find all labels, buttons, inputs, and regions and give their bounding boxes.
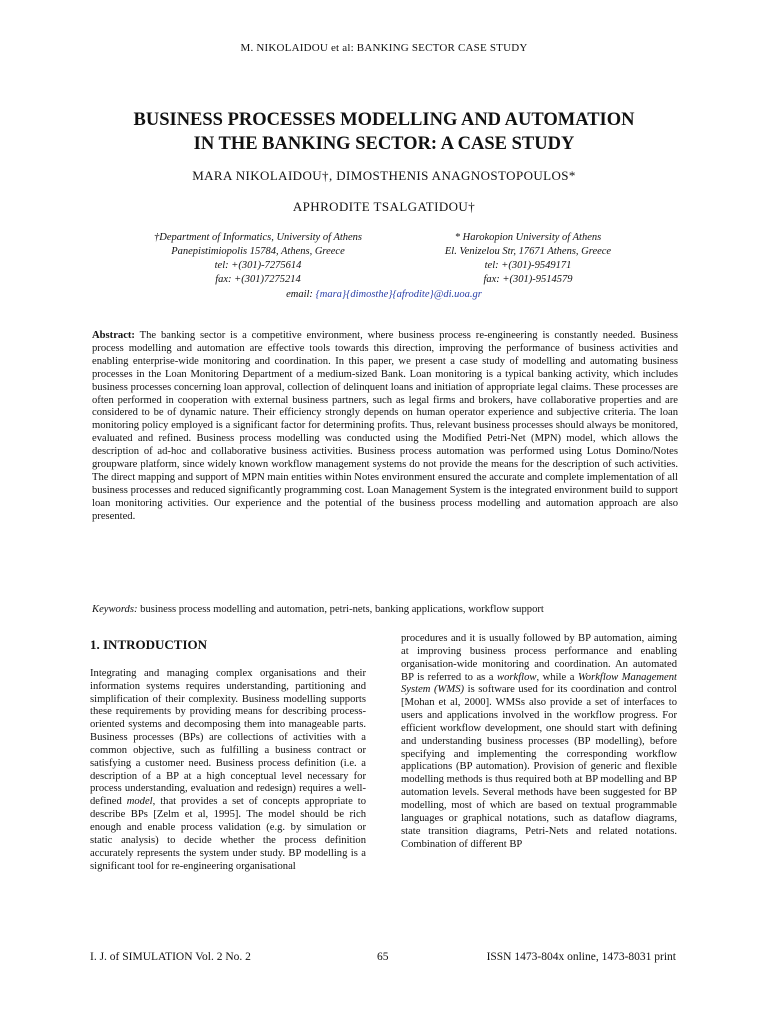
running-head: M. NIKOLAIDOU et al: BANKING SECTOR CASE STUDY — [240, 42, 528, 54]
workflow-term: workflow — [497, 671, 537, 683]
right-text-1: procedures and it is usually followed by BP automation, aiming at improving business process performance and enabling organisation-wide monitoring and coordination. An automated BP is referred to as a — [401, 633, 677, 683]
abstract-text: The banking sector is a competitive environment, where business process re-engineering is constantly needed. Business process modelling and automation are effective tools towards this direction, improving the performance of business activities and enabling enterprise-wide monitoring and coordination. In this paper, we present a case study of modelling and automating business processes in the Loan Monitoring Department of a medium-sized Bank. Loan monitoring is a typical banking activity, which includes business processes concerning loan approval, collection of delinquent loans and initiation of appropriate legal claims. These processes are often performed in cooperation with external business partners, such as legal firms and brokers, have collaborative properties and are considered to be of dynamic nature. Their efficiency strongly depends on human operator experience and subjective criteria. The loan monitoring policy employed is a significant factor for determining profits. Thus, relevant business processes should always be monitored, evaluated and refined. Business process modelling was conducted using the Modified Petri-Net (MPN) model, which allows the description of ad-hoc and collaborative business activities. Business process automation was performed using Lotus Domino/Notes groupware platform, since widely known workflow management systems do not provide the means for the description of such activities. The direct mapping and support of MPN main entities within Notes environment ensured the accurate and complete implementation of all business processes and reduced significantly programming cost. Loan Management System is the integrated environment build to support loan monitoring activities. Our experience and the potential of the business process modelling and automation approach are also presented. — [92, 330, 678, 522]
title-line-2: IN THE BANKING SECTOR: A CASE STUDY — [193, 134, 575, 154]
intro-paragraph — [90, 668, 366, 874]
affiliation-right-address: El. Venizelou Str, 17671 Athens, Greece — [444, 246, 612, 257]
affiliation-left-fax: fax: +(301)7275214 — [215, 274, 301, 285]
intro-model-term: model — [126, 796, 153, 808]
right-paragraph — [401, 633, 677, 851]
footer-page-number: 65 — [377, 951, 389, 963]
left-column — [90, 633, 366, 873]
section-heading-introduction: 1. INTRODUCTION — [90, 637, 208, 652]
email-line — [0, 289, 768, 300]
right-column — [401, 633, 677, 851]
intro-text-1: Integrating and managing complex organisations and their information systems requires understanding, partitioning and simplification of their complexity. Business modelling supports these requirements by providing means for describing process-oriented systems and decomposing them into manageable parts. Business processes (BPs) are collections of activities with a common objective, such as fulfilling a business contract or satisfying a customer need. Business process definition (i.e. a description of a BP at a high conceptual level necessary for process understanding, evaluation and redesign) requires a well-defined — [90, 667, 366, 808]
keywords-label: Keywords: — [92, 604, 138, 615]
affiliation-right-dept: * Harokopion University of Athens — [454, 232, 602, 243]
footer-journal: I. J. of SIMULATION Vol. 2 No. 2 — [90, 951, 251, 963]
email-link[interactable]: {mara}{dimosthe}{afrodite}@di.uoa.gr — [315, 289, 482, 300]
authors-line-2: APHRODITE TSALGATIDOU† — [292, 199, 476, 214]
keywords — [92, 603, 678, 616]
abstract-label: Abstract: — [92, 330, 135, 341]
affiliation-left — [108, 231, 408, 287]
intro-text-2: , that provides a set of concepts appropriate to describe BPs [Zelm et al, 1995]. The model should be rich enough and enable process validation (e.g. by simulation or static analysis) to decide whether the process definition accurately represents the system under study. BP modelling is a significant tool for re-engineering organisational — [90, 796, 366, 872]
email-label: email: — [286, 289, 313, 300]
affiliation-right-fax: fax: +(301)-9514579 — [483, 274, 573, 285]
wms-term: Workflow Management System (WMS) — [401, 671, 677, 696]
right-text-3: is software used for its coordination and control [Mohan et al, 2000]. WMSs also provide a set of interfaces to users and applications involved in the workflow progress. For efficient workflow development, one should start with defining and understanding business processes (BP modelling), before specifying and implementing the corresponding workflow applications (BP automation). Provision of generic and flexible modelling methods is thus required both at BP modelling and BP automation levels. Several methods have been suggested for BP modelling, most of which are based on textual programmable languages or graphical notations, such as dataflow diagrams, state transition diagrams, Petri-Nets and related notations. Combination of different BP — [401, 684, 677, 850]
affiliation-left-tel: tel: +(301)-7275614 — [214, 260, 302, 271]
affiliation-right-tel: tel: +(301)-9549171 — [484, 260, 572, 271]
footer-issn: ISSN 1473-804x online, 1473-8031 print — [486, 951, 676, 963]
keywords-text: business process modelling and automation, petri-nets, banking applications, workflow support — [140, 604, 544, 615]
affiliation-right — [378, 231, 678, 287]
affiliation-left-address: Panepistimiopolis 15784, Athens, Greece — [171, 246, 345, 257]
paper-title — [60, 108, 708, 156]
right-text-2: , while a — [536, 671, 575, 683]
affiliation-left-dept: †Department of Informatics, University of Athens — [153, 232, 363, 243]
title-line-1: BUSINESS PROCESSES MODELLING AND AUTOMATION — [133, 110, 635, 130]
authors-line-1: MARA NIKOLAIDOU†, DIMOSTHENIS ANAGNOSTOPOULOS* — [192, 168, 576, 183]
abstract — [92, 330, 678, 524]
